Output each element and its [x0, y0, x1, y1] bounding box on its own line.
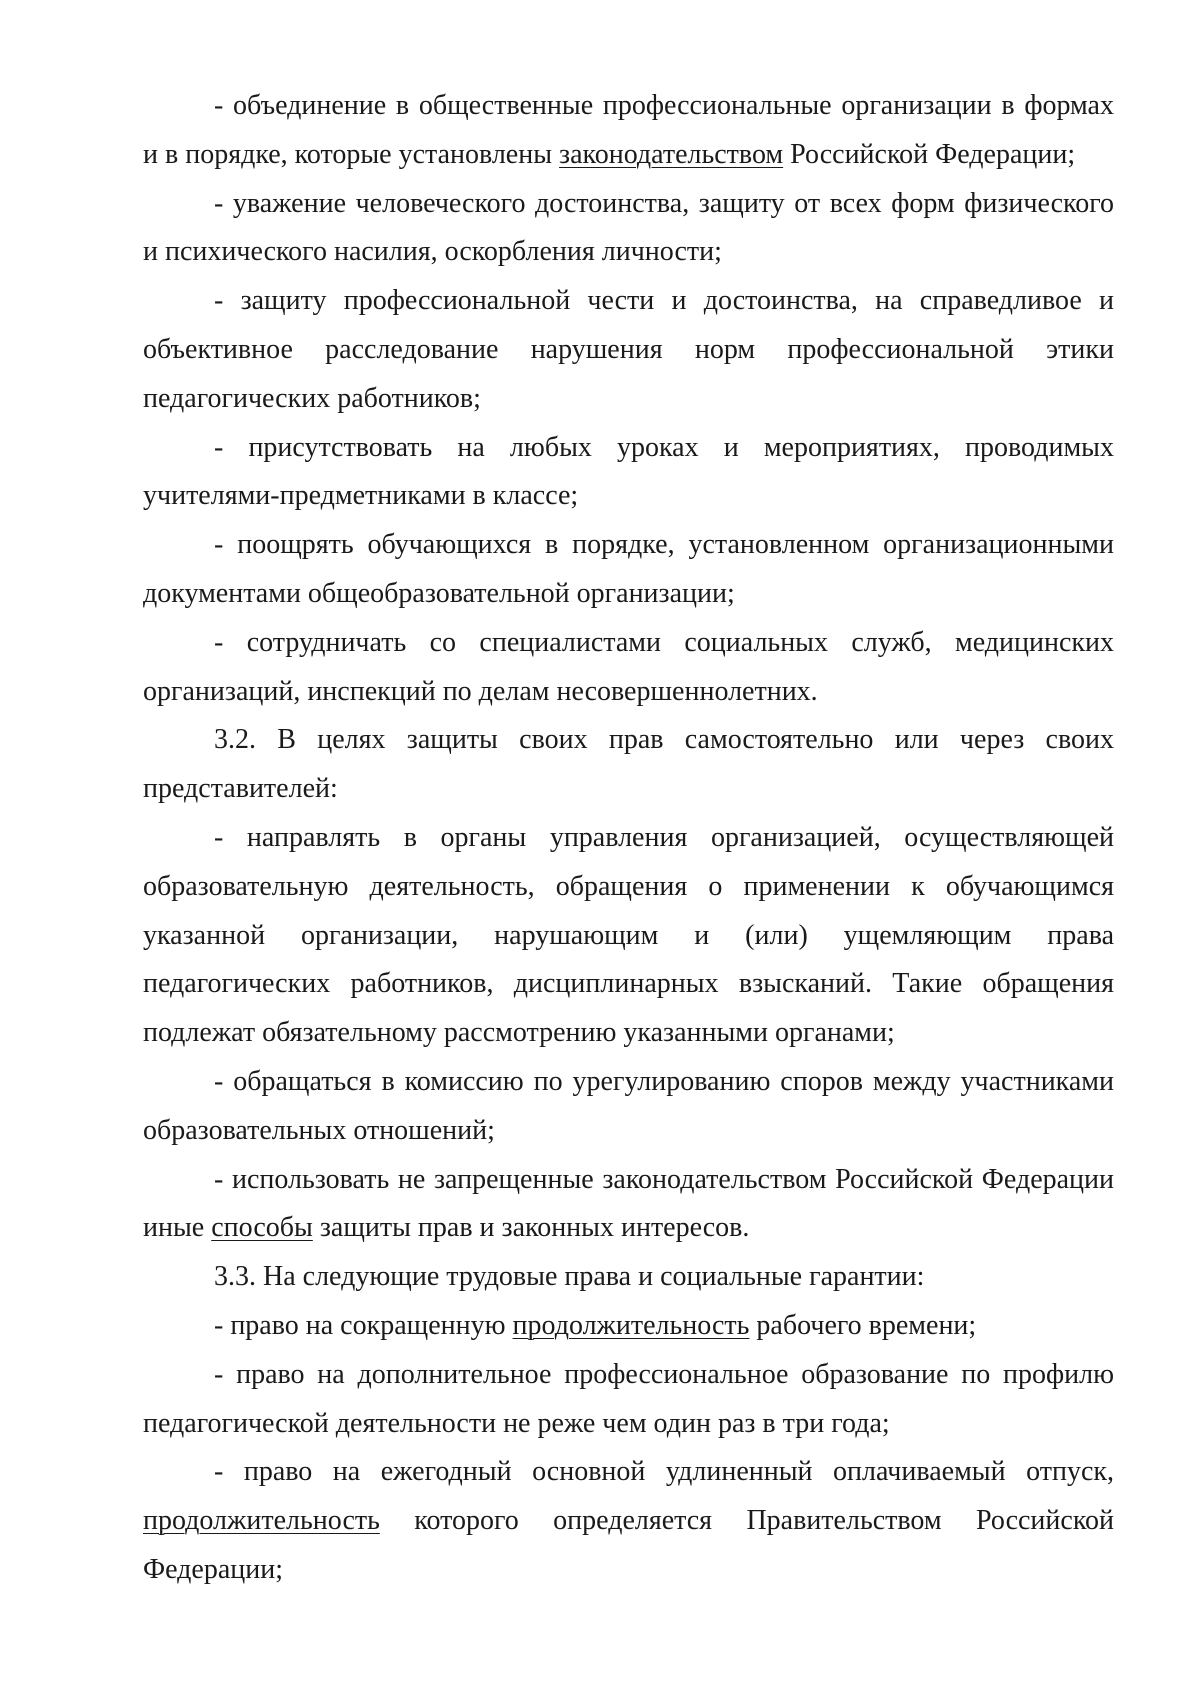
paragraph: - право на сокращенную продолжительность рабочего времени;: [214, 1309, 977, 1341]
paragraph: - уважение человеческого достоинства, защиту от всех форм физического и психического насилия, оскорбления личности;: [143, 187, 1114, 268]
paragraph: - использовать не запрещенные законодательством Российской Федерации иные способы защиты прав и законных интересов.: [143, 1163, 1114, 1244]
duration-link-text: продолжительность: [512, 1309, 750, 1341]
section-3-3-paragraph: 3.3. На следующие трудовые права и социальные гарантии:: [214, 1261, 925, 1293]
paragraph: - защиту профессиональной чести и достоинства, на справедливое и объективное расследование нарушения норм профессиональной этики педагогических работников;: [143, 285, 1114, 414]
methods-link-text: способы: [211, 1212, 313, 1244]
section-3-2-paragraph: 3.2. В целях защиты своих прав самостоятельно или через своих представителей:: [143, 724, 1114, 805]
paragraph: - право на дополнительное профессиональное образование по профилю педагогической деятельности не реже чем один раз в три года;: [143, 1358, 1114, 1439]
legislation-link-text: законодательством: [559, 138, 784, 170]
paragraph: - обращаться в комиссию по урегулированию споров между участниками образовательных отношений;: [143, 1065, 1114, 1146]
duration-link-text: продолжительность: [143, 1505, 380, 1537]
paragraph: - направлять в органы управления организацией, осуществляющей образовательную деятельность, обращения о применении к обучающимся указанной организации, нарушающим и (или) ущемляющим права педагогических работников, дисциплинарных взысканий. Такие обращения подлежат обязательному рассмотрению указанными органами;: [143, 821, 1114, 1049]
paragraph: - объединение в общественные профессиональные организации в формах и в порядке, которые установлены законодательством Российской Федерации;: [143, 90, 1114, 170]
paragraph: - сотрудничать со специалистами социальных служб, медицинских организаций, инспекций по делам несовершеннолетних.: [143, 626, 1114, 707]
paragraph: - право на ежегодный основной удлиненный оплачиваемый отпуск, продолжительность которого определяется Правительством Российской Федерации;: [143, 1456, 1114, 1585]
paragraph: - поощрять обучающихся в порядке, установленном организационными документами общеобразовательной организации;: [143, 529, 1114, 609]
paragraph: - присутствовать на любых уроках и мероприятиях, проводимых учителями-предметниками в классе;: [143, 431, 1114, 512]
